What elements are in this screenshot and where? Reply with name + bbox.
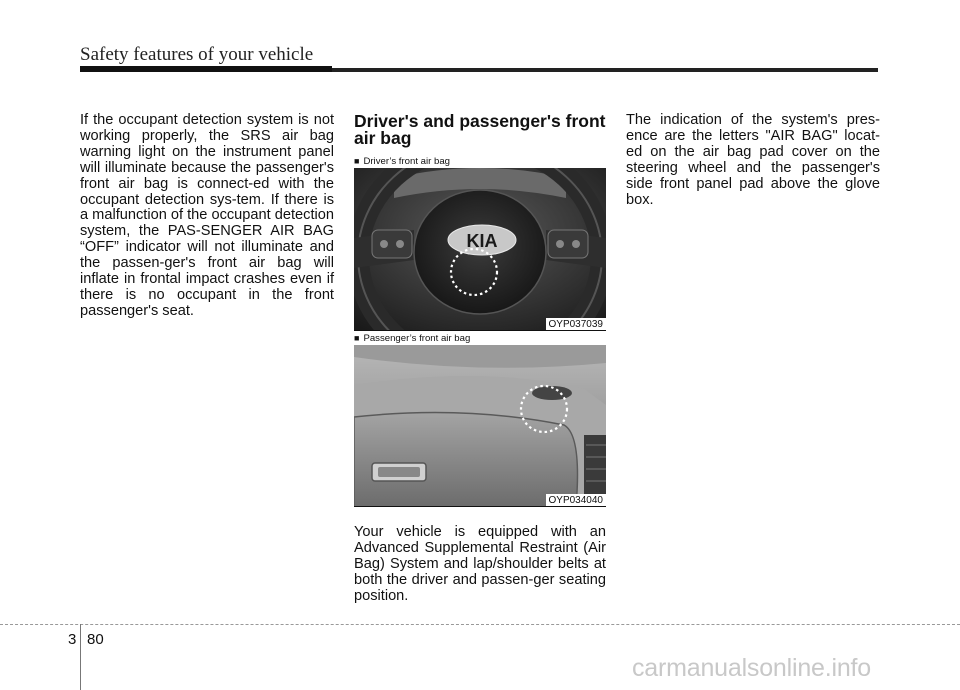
figure-caption — [354, 155, 606, 168]
bullet-square-icon: ■ — [354, 333, 360, 343]
section-heading: Driver's and passenger's front air bag — [354, 111, 606, 148]
kia-logo-text: KIA — [466, 231, 498, 251]
header-rule-accent — [80, 66, 332, 72]
dashboard-photo — [354, 345, 606, 507]
footer-vertical-rule — [80, 624, 81, 690]
figure-code: OYP037039 — [546, 318, 607, 331]
column-1-text: If the occupant detection system is not working properly, the SRS air bag warning light on the instrument panel will illuminate because the passenger's front air bag is connect-ed with the occupant detection sys-tem. If there is a malfunction of the occupant detection system, the PAS-SENGER AIR BAG “OFF” indicator will not illuminate and the passen-ger's front air bag will inflate in frontal impact crashes even if there is no occupant in the front passenger's seat. — [80, 112, 334, 319]
watermark: carmanualsonline.info — [632, 654, 872, 682]
figure-code: OYP034040 — [546, 494, 607, 507]
column-3-text: The indication of the system's pres-ence are the letters "AIR BAG" locat-ed on the air bag pad cover on the steering wheel and the passenger's side front panel pad above the glove box. — [626, 112, 880, 208]
figure-caption-text: Passenger’s front air bag — [363, 333, 471, 344]
dashboard-illustration — [354, 345, 606, 507]
page-number: 80 — [87, 631, 104, 648]
bullet-square-icon: ■ — [354, 156, 360, 166]
column-2-text: Your vehicle is equipped with an Advanced Supplemental Restraint (Air Bag) System and lap/shoulder belts at both the driver and passen-ger seating position. — [354, 524, 606, 604]
figure-passenger-airbag — [354, 332, 606, 507]
figure-driver-airbag — [354, 155, 606, 331]
steering-wheel-illustration — [354, 168, 606, 331]
figure-caption-text: Driver’s front air bag — [363, 156, 450, 167]
figure-underline — [354, 330, 606, 332]
figure-caption — [354, 332, 606, 345]
footer-divider — [0, 624, 960, 625]
figure-underline — [354, 506, 606, 508]
steering-wheel-photo — [354, 168, 606, 331]
chapter-number: 3 — [68, 631, 77, 648]
header-title: Safety features of your vehicle — [80, 44, 314, 65]
